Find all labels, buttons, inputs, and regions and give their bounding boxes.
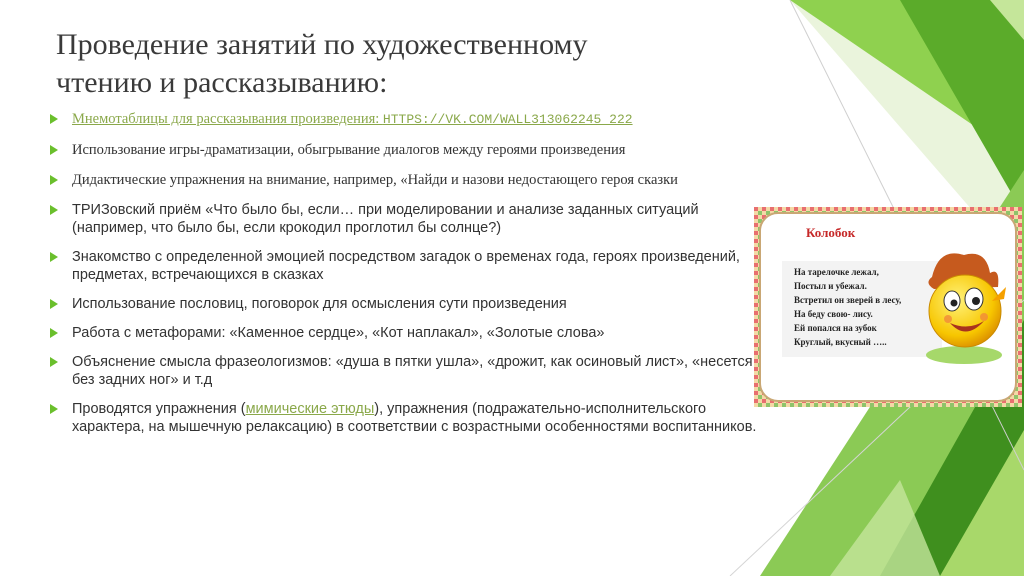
title-line-2: чтению и рассказыванию:: [56, 66, 388, 99]
link-url: HTTPS://VK.COM/WALL313062245_222: [382, 112, 633, 127]
bullet-item: [50, 171, 765, 189]
bullet-text: Знакомство с определенной эмоцией посредством загадок о временах года, героях произведений, предметах, встречающихся в сказках: [72, 249, 740, 283]
bullet-arrow-icon: [50, 357, 58, 367]
bullet-item: [50, 201, 765, 237]
bullet-arrow-icon: [50, 252, 58, 262]
poem-line: Ей попался на зубок: [794, 323, 877, 333]
bullet-item: [50, 141, 765, 159]
bullet-arrow-icon: [50, 328, 58, 338]
poem-line: Круглый, вкусный …..: [794, 337, 887, 347]
bullet-item: [50, 295, 765, 313]
title-line-1: Проведение занятий по художественному: [56, 28, 588, 61]
poem-line: Встретил он зверей в лесу,: [794, 295, 902, 305]
bullet-item: [50, 110, 765, 129]
bullet-text: Дидактические упражнения на внимание, например, «Найди и назови недостающего героя сказки: [72, 172, 678, 188]
mnemotable-link[interactable]: [72, 111, 633, 127]
bullet-item: [50, 353, 765, 389]
poem-line: На тарелочке лежал,: [794, 267, 879, 277]
slide-title: [56, 26, 756, 102]
bullet-arrow-icon: [50, 299, 58, 309]
bullet-arrow-icon: [50, 145, 58, 155]
bullet-text: Использование пословиц, поговорок для осмысления сути произведения: [72, 296, 567, 312]
bullet-text: Работа с метафорами: «Каменное сердце», «Кот наплакал», «Золотые слова»: [72, 325, 605, 341]
bullet-arrow-icon: [50, 175, 58, 185]
bullet-list: [50, 110, 765, 447]
bullet-text-before: Проводятся упражнения (: [72, 401, 246, 417]
bullet-arrow-icon: [50, 404, 58, 414]
bullet-text-after: ), упражнения (подражательно-исполнительского характера, на мышечную релаксацию) в соответствии с возрастными особенностями воспитанников.: [72, 401, 757, 435]
bullet-arrow-icon: [50, 114, 58, 124]
link-text: Мнемотаблицы для рассказывания произведения:: [72, 111, 383, 127]
bullet-item: [50, 400, 765, 436]
bullet-text: ТРИЗовский приём «Что было бы, если… при моделировании и анализе заданных ситуаций (например, что было бы, если крокодил проглотил бы солнце?): [72, 202, 699, 236]
bullet-text: Использование игры-драматизации, обыгрывание диалогов между героями произведения: [72, 142, 626, 158]
kolobok-illustration: [754, 207, 1022, 407]
poem-line: Постыл и убежал.: [794, 281, 867, 291]
image-title: Колобок: [806, 225, 856, 240]
bullet-item: [50, 248, 765, 284]
kolobok-image: [754, 207, 1022, 407]
bullet-item: [50, 324, 765, 342]
bullet-arrow-icon: [50, 205, 58, 215]
mimic-etudes-link[interactable]: мимические этюды: [245, 401, 375, 417]
bullet-text: Объяснение смысла фразеологизмов: «душа в пятки ушла», «дрожит, как осиновый лист», «несется без задних ног» и т.д: [72, 354, 753, 388]
poem-line: На беду свою- лису.: [794, 309, 873, 319]
